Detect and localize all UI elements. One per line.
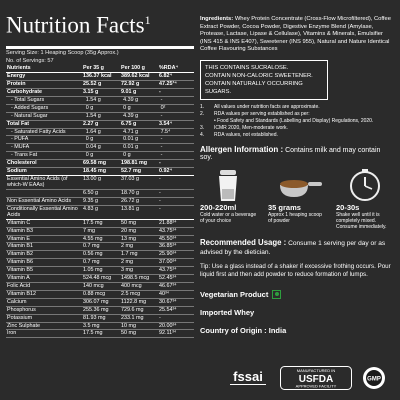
allergen-info: [200, 145, 394, 161]
nutrient-name: - MUFA: [11, 144, 30, 151]
per-serving-value: 0.88 mcg: [83, 290, 106, 297]
header-rda: %RDA⁴: [159, 64, 179, 71]
per-100g-value: 0.01 g: [123, 144, 139, 151]
nutrient-row: [6, 323, 194, 331]
rda-value: -: [160, 152, 163, 159]
nutrient-name: Sodium: [7, 168, 27, 175]
per-serving-value: 9.35 g: [83, 197, 98, 204]
nutrient-row: [6, 275, 194, 283]
nutrition-header-row: [6, 65, 194, 74]
per-serving-value: 3.5 mg: [83, 322, 100, 329]
rda-value: 3.54⁴: [159, 120, 173, 127]
per-serving-value: 4.55 mg: [83, 235, 103, 242]
nutrient-name: Conditionally Essential Amino Acids: [7, 205, 78, 219]
nutrient-row: [6, 243, 194, 251]
svg-text:USFDA: USFDA: [298, 374, 334, 385]
rda-value: 36.85³⁴: [159, 243, 177, 250]
gmp-logo-icon: [362, 366, 386, 390]
nutrient-name: - Added Sugars: [11, 104, 49, 111]
nutrient-name: Carbohydrate: [7, 88, 43, 95]
nutrient-row: [6, 299, 194, 307]
nutrient-row: [6, 259, 194, 267]
nutrient-row: [6, 198, 194, 206]
nutrient-row: [6, 160, 194, 168]
nutrient-row: [6, 81, 194, 89]
per-100g-value: 0 g: [123, 104, 131, 111]
per-serving-value: 3.15 g: [83, 88, 99, 95]
per-100g-value: 10 mg: [121, 322, 136, 329]
nutrient-row: [6, 307, 194, 315]
rda-value: -: [159, 160, 161, 167]
per-serving-value: 1.54 g: [85, 112, 101, 119]
nutrient-row: [6, 168, 194, 176]
per-100g-value: 389.62 kcal: [121, 73, 150, 80]
nutrient-name: Total Fat: [7, 120, 30, 127]
nutrient-name: Vitamin C: [7, 219, 31, 226]
water-caption: 200-220ml Cold water or a beverage of your choice: [200, 202, 257, 224]
nutrient-name: Phosphorus: [7, 306, 36, 313]
per-100g-value: 18.70 g: [121, 189, 139, 196]
rda-value: -: [160, 144, 163, 151]
per-serving-value: 69.58 mg: [83, 160, 107, 167]
warning-line: CONTAIN NON-CALORIC SWEETENER.: [205, 72, 313, 79]
shaker-icon: [200, 167, 258, 203]
usfda-logo-icon: [280, 366, 352, 390]
nutrient-name: Iron: [7, 330, 17, 337]
rda-value: 7.5⁴: [160, 128, 171, 135]
footnote: 2. RDA values per serving established as per:: [200, 110, 310, 117]
nutrient-row: [6, 251, 194, 259]
vegetarian-label: Vegetarian Product: [200, 290, 394, 299]
rda-value: 43.75³⁴: [159, 227, 177, 234]
footnote: 3. ICMR 2020, Men-moderate work.: [200, 124, 288, 131]
per-serving-value: 524.48 mcg: [83, 275, 112, 282]
nutrient-row: [6, 73, 194, 81]
footnote: • Food Safety and Standards (Labelling and Display) Regulations, 2020.: [214, 117, 374, 124]
nutrient-name: Vitamin A: [7, 275, 30, 282]
svg-text:fssai: fssai: [233, 369, 263, 384]
per-serving-value: 1.64 g: [85, 128, 101, 135]
nutrient-row: [6, 291, 194, 299]
per-serving-value: 25.52 g: [83, 81, 102, 88]
nutrient-name: - Trans Fat: [11, 152, 38, 159]
nutrient-name: Vitamin B3: [7, 227, 33, 234]
certification-logos: [226, 366, 386, 390]
per-100g-value: 2 mg: [121, 259, 133, 266]
nutrient-name: Vitamin B2: [7, 251, 33, 258]
per-serving-value: 140 mcg: [83, 283, 104, 289]
nutrient-name: Potassium: [7, 314, 33, 321]
rda-value: -: [159, 314, 161, 321]
rda-value: 6.82⁴: [159, 73, 173, 80]
shake-caption: 20-30s Shake well until it is completely mixed. Consume immediately.: [336, 202, 387, 230]
nutrient-row: [6, 152, 194, 160]
per-100g-value: 9.01 g: [121, 88, 137, 95]
nutrient-row: [6, 136, 194, 144]
per-serving-value: 2.27 g: [83, 120, 99, 127]
nutrient-name: Calcium: [7, 298, 27, 305]
serving-size: Serving Size: 1 Heaping Scoop (35g Approx.): [6, 49, 119, 56]
nutrient-name: Essential Amino Acids (of which-W EAAs): [7, 175, 68, 189]
allergen-label: Allergen Information :: [200, 144, 284, 154]
usage-icons: [200, 167, 394, 203]
per-100g-value: 52.7 mg: [121, 168, 142, 175]
nutrient-row: [6, 330, 194, 338]
svg-text:APPROVED FACILITY: APPROVED FACILITY: [295, 383, 337, 389]
per-serving-value: 306.07 mg: [83, 298, 109, 305]
rda-value: 21.88³⁴: [159, 219, 177, 226]
rda-value: 20.00³⁴: [159, 322, 177, 329]
nutrient-row: [6, 267, 194, 275]
rda-value: -: [159, 197, 161, 204]
per-serving-value: 0 g: [85, 152, 94, 159]
scoop-icon: [268, 167, 326, 203]
warning-line: CONTAIN NATURALLY OCCURRING SUGARS.: [205, 80, 303, 95]
per-serving-value: 0 g: [85, 104, 94, 111]
nutrient-row: [6, 97, 194, 105]
per-serving-value: 0.7 mg: [83, 259, 100, 266]
per-serving-value: 17.5 mg: [83, 330, 103, 337]
servings-count: No. of Servings: 57: [6, 57, 54, 64]
per-serving-value: 13.00 g: [83, 175, 101, 182]
per-100g-value: 37.03 g: [121, 175, 139, 182]
nutrient-name: - Total Sugars: [11, 96, 45, 103]
nutrient-row: [6, 144, 194, 152]
nutrient-name: [6, 190, 83, 197]
rda-value: 92.11³⁴: [159, 330, 177, 337]
nutrient-row: [6, 206, 194, 220]
header-per-serving: Per 35 g: [83, 64, 104, 71]
rda-value: 43.75³⁴: [159, 267, 177, 274]
nutrient-row: [6, 89, 194, 97]
nutrient-name: Vitamin B1: [7, 243, 33, 250]
nutrient-row: [6, 113, 194, 121]
nutrient-row: [6, 315, 194, 323]
nutrient-name: Energy: [7, 73, 26, 80]
rda-value: 46.67³⁴: [159, 283, 177, 289]
nutrient-name: Folic Acid: [7, 283, 31, 289]
ingredients: [200, 16, 394, 54]
nutrition-table: [6, 73, 194, 338]
per-100g-value: 198.81 mg: [121, 160, 148, 167]
rda-value: 47.25³⁴: [159, 81, 177, 88]
per-100g-value: 26.72 g: [121, 197, 139, 204]
nutrition-title: Nutrition Facts$^1$: [6, 12, 151, 38]
footnotes: [200, 104, 394, 139]
imported-label: Imported Whey: [200, 307, 255, 317]
per-serving-value: 0.7 mg: [83, 243, 100, 250]
per-serving-value: 136.37 kcal: [83, 73, 112, 80]
nutrient-name: - Natural Sugar: [11, 112, 48, 119]
warning-line: THIS CONTAINS SUCRALOSE.: [205, 64, 289, 71]
nutrient-name: - PUFA: [11, 136, 29, 143]
svg-text:GMP: GMP: [367, 376, 381, 383]
rda-value: -: [159, 189, 161, 196]
nutrient-row: [6, 190, 194, 198]
usage-tip: Tip: Use a glass instead of a shaker if excessive frothing occurs. Pour liquid first and then add powder to reduce formation of lumps.: [200, 262, 391, 279]
footnote: 4. RDA values, not established.: [200, 131, 278, 138]
per-100g-value: 1.7 mg: [121, 251, 138, 258]
per-100g-value: 2.5 mcg: [121, 290, 141, 297]
per-100g-value: 20 mg: [121, 227, 136, 234]
per-100g-value: 233.1 mg: [121, 314, 144, 321]
nutrient-name: - Saturated Fatty Acids: [11, 128, 66, 135]
ingredients-text: Whey Protein Concentrate (Cross-Flow Microfiltered), Coffee Extract Powder, Cocoa Powder, Digestive Enzyme Blend (Amylase, Protease, Lactase, Lipase & Cellulase), Vitamins & Minerals, Emulsifier (INS 415 & INS E407), Sweetener (INS 955), Natural and Nature Identical Coffee Flavouring Substances: [200, 16, 391, 53]
per-100g-value: 13 mg: [121, 235, 136, 242]
per-serving-value: 255.36 mg: [83, 306, 109, 313]
nutrient-row: [6, 236, 194, 244]
rda-value: 30.67³⁴: [159, 298, 177, 305]
per-100g-value: 400 mcg: [121, 283, 142, 289]
nutrient-name: Zinc Sulphate: [7, 322, 40, 329]
nutrient-name: Vitamin B5: [7, 267, 33, 274]
recommended-label: Recommended Usage :: [200, 237, 287, 247]
nutrient-row: [6, 283, 194, 291]
per-100g-value: 2 mg: [121, 243, 133, 250]
usage-icon-captions: [200, 203, 394, 230]
per-100g-value: 0.01 g: [123, 136, 139, 143]
fssai-logo-icon: [226, 367, 270, 389]
recommended-text: Consume 1 serving per day or as advised by the dietician.: [200, 239, 386, 256]
per-serving-value: 0 g: [85, 136, 94, 143]
header-per-100g: Per 100 g: [121, 64, 145, 71]
rda-value: -: [160, 112, 163, 119]
header-nutrients: Nutrients: [7, 64, 31, 71]
per-serving-value: 6.50 g: [83, 189, 98, 196]
per-100g-value: 13.81 g: [121, 205, 139, 212]
per-serving-value: 1.54 g: [85, 96, 101, 103]
info-panel: [200, 16, 394, 335]
rda-value: -: [160, 136, 163, 143]
nutrient-name: Vitamin E: [7, 235, 30, 242]
per-serving-value: 0.04 g: [85, 144, 101, 151]
ingredients-label: Ingredients:: [200, 16, 234, 22]
nutrient-name: Cholesterol: [7, 160, 37, 167]
nutrition-facts-panel: [6, 6, 194, 338]
per-100g-value: 50 mg: [121, 219, 136, 226]
recommended-usage: [200, 238, 394, 257]
per-100g-value: 72.92 g: [121, 81, 140, 88]
rda-value: 25.54³⁴: [159, 306, 177, 313]
sweetener-warning-box: [200, 60, 328, 100]
rda-value: -: [159, 175, 161, 182]
per-100g-value: 1122.8 mg: [121, 298, 147, 305]
per-100g-value: 729.6 mg: [121, 306, 144, 313]
per-100g-value: 4.39 g: [123, 112, 139, 119]
per-serving-value: 0.56 mg: [83, 251, 103, 258]
country-of-origin: Country of Origin : India: [200, 325, 287, 335]
veg-mark-icon: [272, 290, 281, 299]
allergen-text: Contains milk and may contain soy.: [200, 146, 381, 161]
per-serving-value: 81.93 mg: [83, 314, 106, 321]
per-100g-value: 6.75 g: [121, 120, 137, 127]
nutrient-row: [6, 129, 194, 137]
nutrient-name: Vitamin B12: [7, 290, 36, 297]
svg-text:MANUFACTURED IN: MANUFACTURED IN: [296, 368, 336, 373]
rda-value: 37.00³⁴: [159, 259, 177, 266]
rda-value: 0.92⁴: [159, 168, 173, 175]
footnote: 1. All values under nutrition facts are approximate.: [200, 103, 320, 110]
rda-value: 0²: [160, 104, 166, 111]
nutrient-name: Protein: [7, 81, 26, 88]
nutrient-name: Non Essential Amino Acids: [7, 197, 72, 204]
per-serving-value: 17.5 mg: [83, 219, 103, 226]
rda-value: -: [160, 96, 163, 103]
per-serving-value: 7 mg: [83, 227, 95, 234]
per-serving-value: 1.05 mg: [83, 267, 103, 274]
rda-value: 45.50³⁴: [159, 235, 177, 242]
per-100g-value: 4.71 g: [123, 128, 139, 135]
per-serving-value: 18.45 mg: [83, 168, 107, 175]
per-serving-value: 4.83 g: [83, 205, 98, 212]
rda-value: 40³⁴: [159, 290, 170, 297]
nutrient-row: [6, 105, 194, 113]
nutrient-name: Vitamin B6: [7, 259, 33, 266]
nutrient-row: [6, 220, 194, 228]
rda-value: -: [159, 205, 161, 212]
rda-value: 25.90³⁴: [159, 251, 177, 258]
nutrient-row: [6, 228, 194, 236]
per-100g-value: 1498.5 mcg: [121, 275, 150, 282]
rda-value: 52.45³⁴: [159, 275, 177, 282]
timer-icon: [336, 167, 394, 203]
per-100g-value: 50 mg: [121, 330, 136, 337]
per-100g-value: 4.39 g: [123, 96, 139, 103]
nutrient-row: [6, 121, 194, 129]
per-100g-value: 3 mg: [121, 267, 133, 274]
rda-value: -: [159, 88, 161, 95]
per-100g-value: 0 g: [123, 152, 131, 159]
scoop-caption: 35 grams Approx 1 heaping scoop of powder: [268, 202, 322, 224]
nutrient-row: [6, 176, 194, 190]
